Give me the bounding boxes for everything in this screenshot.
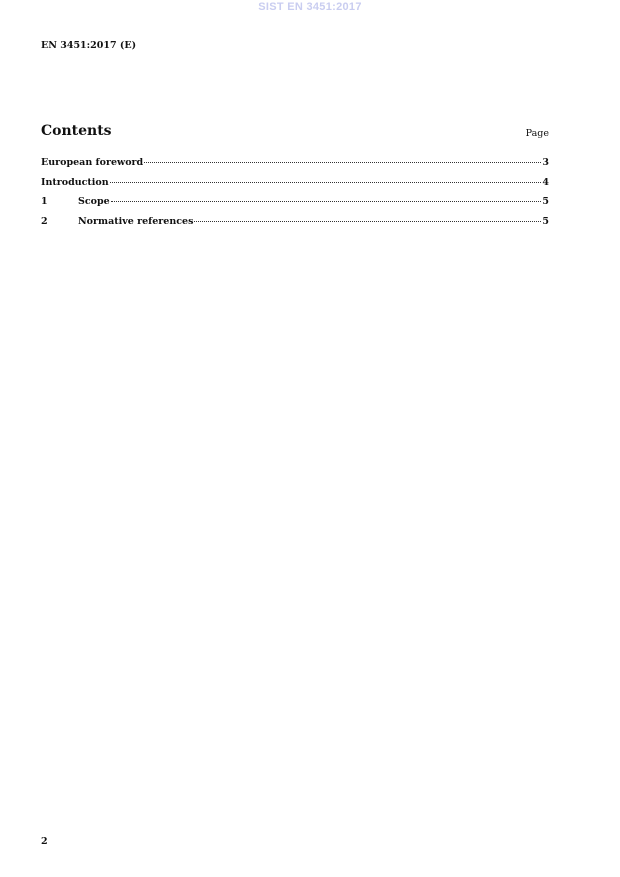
toc-entry-number: 1: [41, 196, 48, 207]
toc-entry-number: 2: [41, 215, 48, 227]
toc-leader-dots: [111, 201, 542, 202]
toc-leader-dots: [194, 221, 541, 222]
toc-entry-page: 3: [542, 157, 549, 168]
contents-heading: Contents: [41, 123, 112, 139]
document-id: EN 3451:2017 (E): [41, 40, 137, 51]
toc-entry-introduction[interactable]: [41, 177, 549, 197]
toc-entry-page: 5: [542, 215, 549, 227]
toc-leader-dots: [144, 162, 541, 163]
page-number: 2: [41, 836, 48, 847]
toc-entry-page: 5: [542, 196, 549, 207]
table-of-contents: [41, 157, 549, 235]
toc-entry-european-foreword[interactable]: [41, 157, 549, 177]
toc-entry-page: 4: [542, 176, 549, 188]
watermark: SIST EN 3451:2017: [258, 1, 362, 13]
toc-leader-dots: [110, 182, 542, 183]
toc-entry-scope[interactable]: [41, 196, 549, 216]
toc-entry-title: European foreword: [41, 157, 144, 168]
page-column-label: Page: [525, 128, 549, 139]
toc-entry-normative-references[interactable]: [41, 216, 549, 236]
toc-entry-title: Normative references: [78, 215, 194, 227]
toc-entry-title: Scope: [78, 196, 110, 207]
toc-entry-title: Introduction: [41, 176, 109, 188]
